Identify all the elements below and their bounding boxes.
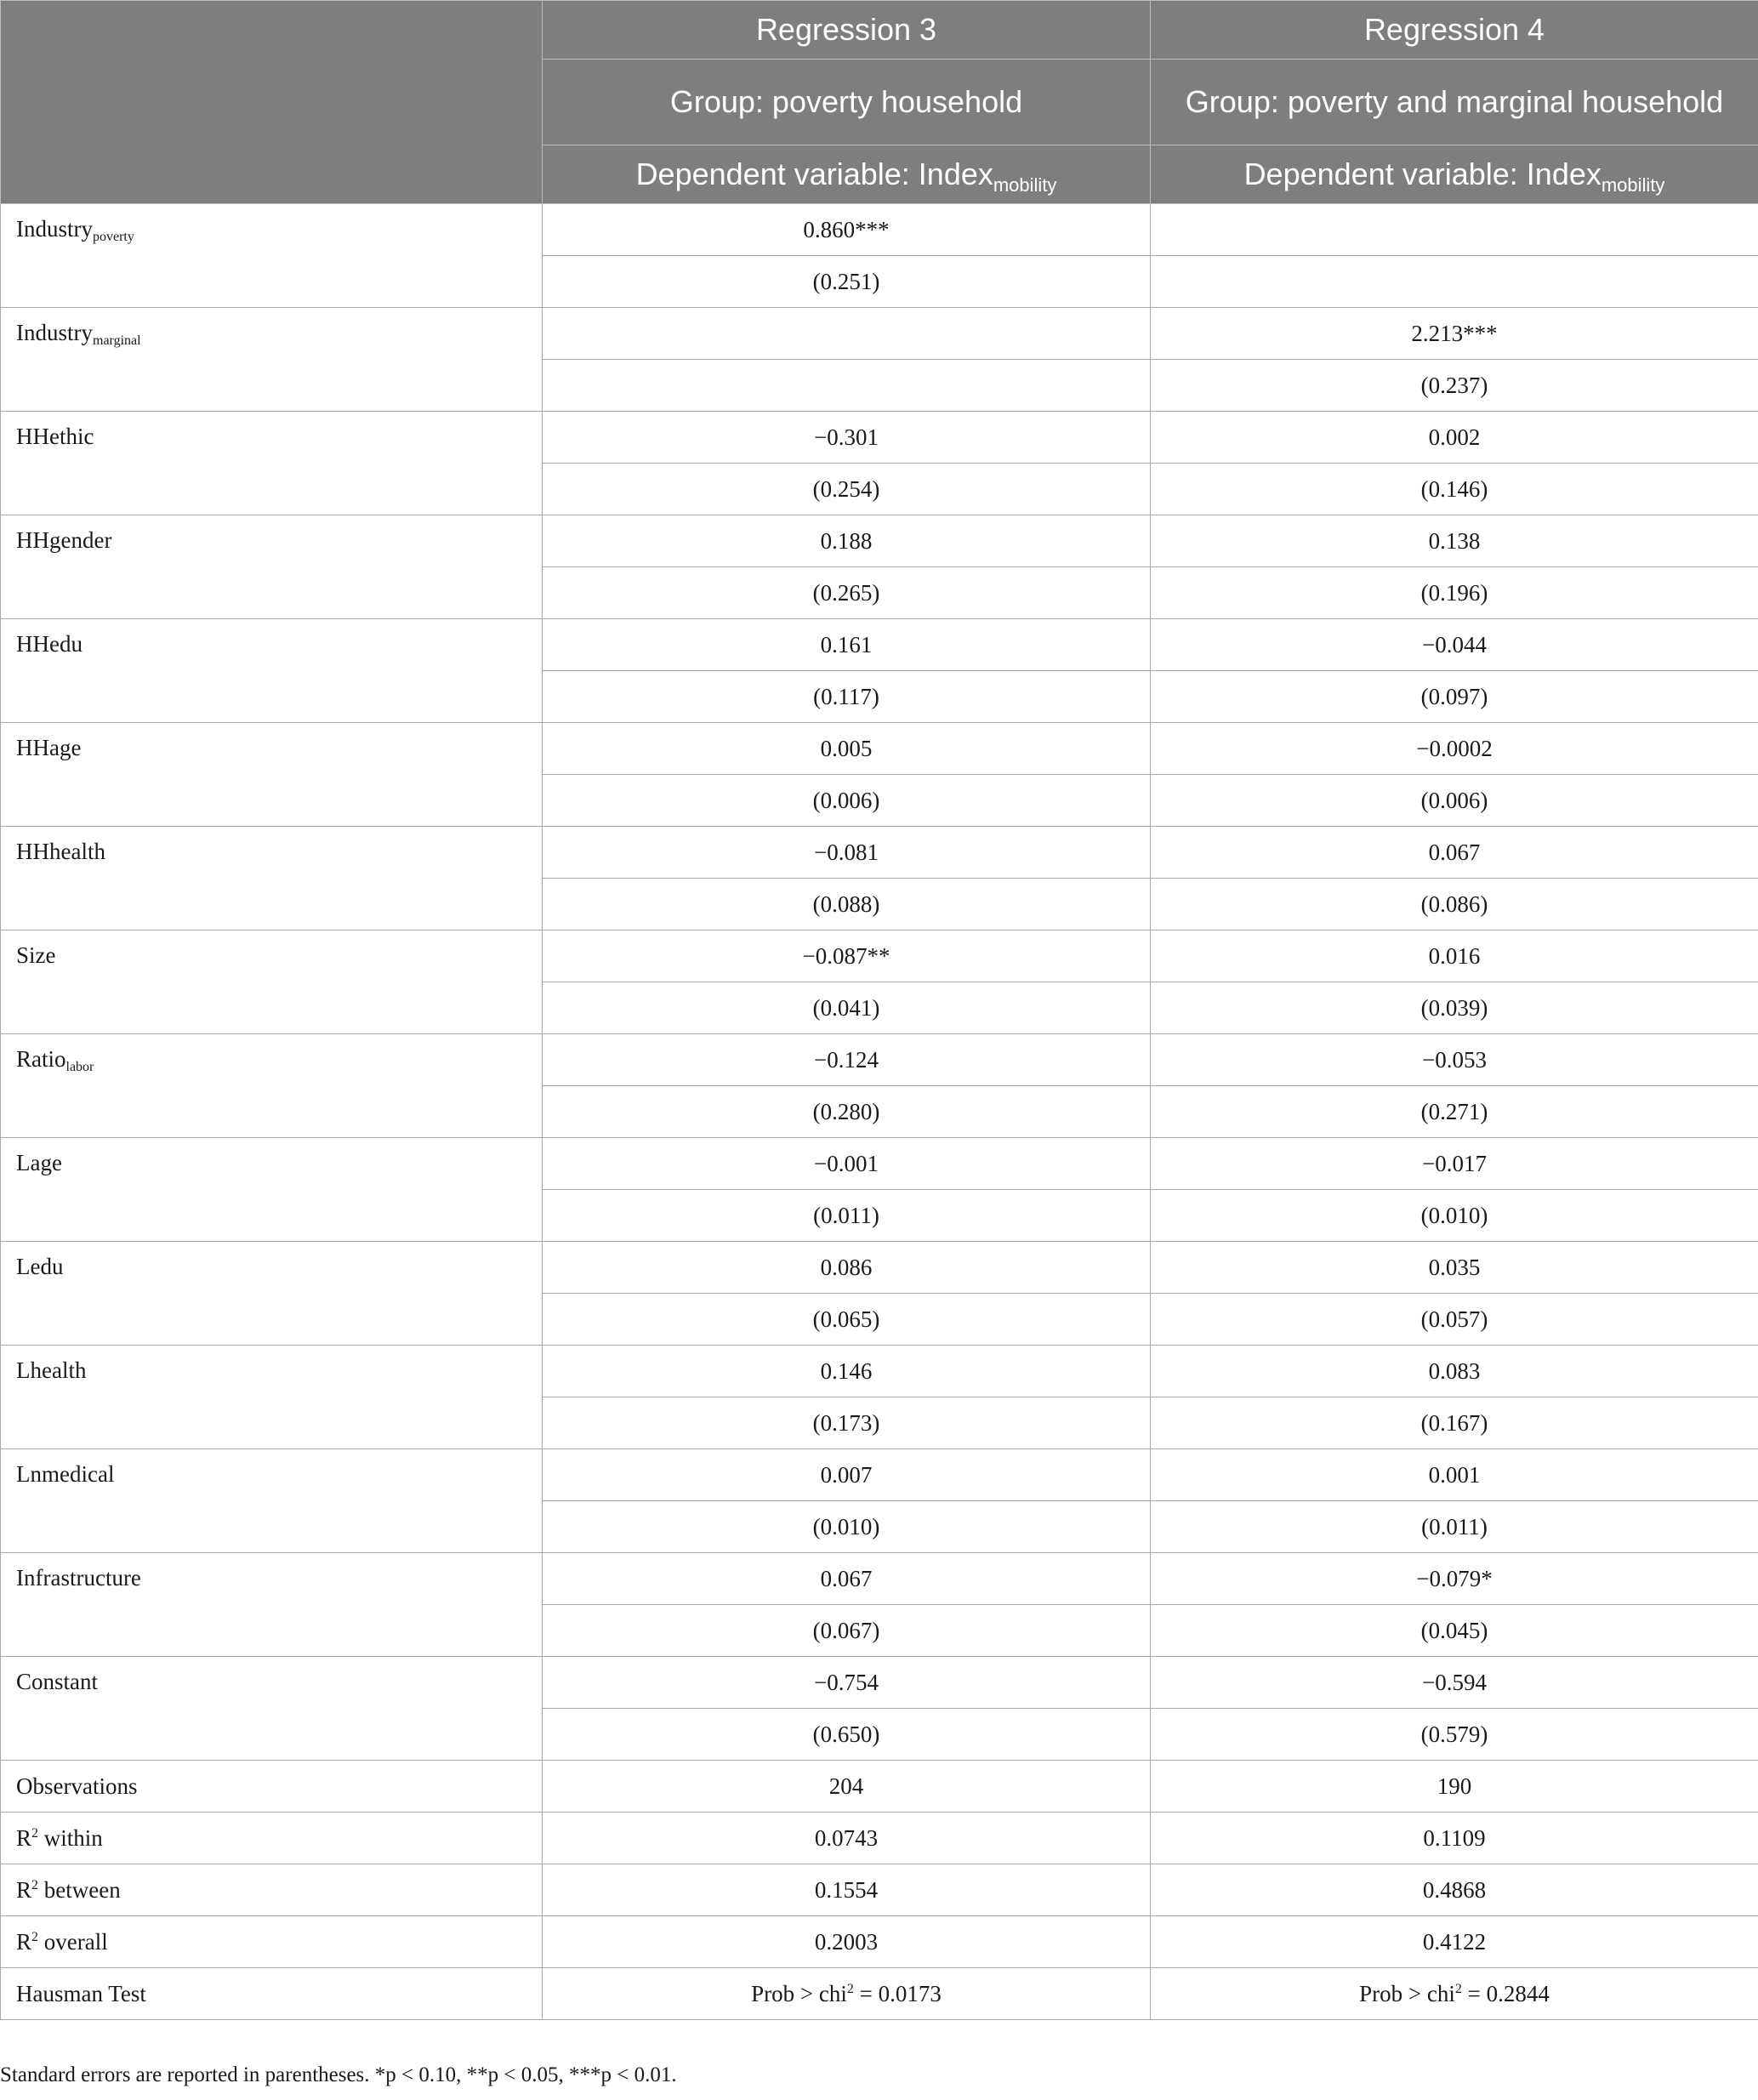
variable-label-infrastructure: Infrastructure: [1, 1553, 543, 1657]
coefficient-cell: −0.754: [543, 1657, 1151, 1709]
stat-cell: 190: [1151, 1761, 1758, 1813]
coefficient-cell: −0.017: [1151, 1138, 1758, 1190]
standard-error-cell: (0.057): [1151, 1294, 1758, 1346]
standard-error-cell: (0.088): [543, 879, 1151, 930]
standard-error-cell: (0.010): [543, 1501, 1151, 1553]
standard-error-cell: (0.237): [1151, 360, 1758, 412]
regression-4-dependent-variable: Dependent variable: Index$_{mobility}$: [1151, 145, 1758, 204]
table-row: [1, 1242, 1758, 1294]
variable-label-hhgender: HHgender: [1, 515, 543, 619]
coefficient-cell: 0.188: [543, 515, 1151, 567]
standard-error-cell: (0.117): [543, 671, 1151, 723]
variable-label-hhage: HHage: [1, 723, 543, 827]
coefficient-cell: 0.007: [543, 1449, 1151, 1501]
coefficient-cell: 0.067: [1151, 827, 1758, 879]
coefficient-cell: 0.002: [1151, 412, 1758, 464]
table-row: [1, 827, 1758, 879]
stat-label-r2-between: $R^2$ between: [1, 1864, 543, 1916]
stat-cell: 0.4122: [1151, 1916, 1758, 1968]
variable-label-constant: Constant: [1, 1657, 543, 1761]
coefficient-cell: 0.067: [543, 1553, 1151, 1605]
coefficient-cell: 0.161: [543, 619, 1151, 671]
variable-label-industry-marginal: Industry$_{marginal}$: [1, 308, 543, 412]
standard-error-cell: [1151, 256, 1758, 308]
table-row: [1, 412, 1758, 464]
coefficient-cell: −0.001: [543, 1138, 1151, 1190]
stat-cell: 0.2003: [543, 1916, 1151, 1968]
variable-label-hhhealth: HHhealth: [1, 827, 543, 930]
standard-error-cell: (0.006): [1151, 775, 1758, 827]
coefficient-cell: −0.124: [543, 1034, 1151, 1086]
standard-error-cell: (0.254): [543, 464, 1151, 515]
coefficient-cell: 0.016: [1151, 930, 1758, 982]
regression-3-dependent-variable: Dependent variable: Index$_{mobility}$: [543, 145, 1151, 204]
coefficient-cell: −0.594: [1151, 1657, 1758, 1709]
table-row: [1, 1034, 1758, 1086]
standard-error-cell: (0.041): [543, 982, 1151, 1034]
table-row: [1, 1449, 1758, 1501]
standard-error-cell: (0.011): [1151, 1501, 1758, 1553]
coefficient-cell: −0.087**: [543, 930, 1151, 982]
coefficient-cell: 0.086: [543, 1242, 1151, 1294]
table-row: [1, 515, 1758, 567]
standard-error-cell: (0.065): [543, 1294, 1151, 1346]
table-row: [1, 723, 1758, 775]
standard-error-cell: (0.280): [543, 1086, 1151, 1138]
table-row: [1, 1968, 1758, 2020]
stat-label-r2-within: $R^2$ within: [1, 1813, 543, 1864]
standard-error-cell: (0.097): [1151, 671, 1758, 723]
table-row: [1, 1138, 1758, 1190]
coefficient-cell: 0.860***: [543, 204, 1151, 256]
standard-error-cell: (0.067): [543, 1605, 1151, 1657]
variable-label-industry-poverty: Industry$_{poverty}$: [1, 204, 543, 308]
table-row: [1, 1916, 1758, 1968]
coefficient-cell: −0.053: [1151, 1034, 1758, 1086]
table-body: [1, 204, 1758, 2020]
table-row: [1, 308, 1758, 360]
standard-error-cell: (0.265): [543, 567, 1151, 619]
stat-cell: 0.1554: [543, 1864, 1151, 1916]
coefficient-cell: 0.035: [1151, 1242, 1758, 1294]
coefficient-cell: 0.001: [1151, 1449, 1758, 1501]
coefficient-cell: −0.081: [543, 827, 1151, 879]
stat-label-hausman-test: Hausman Test: [1, 1968, 543, 2020]
stat-cell-hausman-r3: Prob > chi$^2$ = 0.0173: [543, 1968, 1151, 2020]
table-row: [1, 1553, 1758, 1605]
table-footnote: Standard errors are reported in parentheses. *p < 0.10, **p < 0.05, ***p < 0.01.: [0, 2063, 677, 2086]
coefficient-cell: 0.083: [1151, 1346, 1758, 1397]
standard-error-cell: (0.006): [543, 775, 1151, 827]
coefficient-cell: 0.146: [543, 1346, 1151, 1397]
variable-label-lage: Lage: [1, 1138, 543, 1242]
regression-3-title: Regression 3: [543, 1, 1151, 60]
table-row: [1, 1864, 1758, 1916]
stat-cell: 0.4868: [1151, 1864, 1758, 1916]
table-row: [1, 1813, 1758, 1864]
coefficient-cell: −0.044: [1151, 619, 1758, 671]
table-row: [1, 930, 1758, 982]
table-row: [1, 1346, 1758, 1397]
standard-error-cell: (0.579): [1151, 1709, 1758, 1761]
table-row: [1, 1761, 1758, 1813]
standard-error-cell: (0.196): [1151, 567, 1758, 619]
table-row: [1, 619, 1758, 671]
standard-error-cell: (0.146): [1151, 464, 1758, 515]
variable-label-hhethic: HHethic: [1, 412, 543, 515]
variable-label-lhealth: Lhealth: [1, 1346, 543, 1449]
standard-error-cell: (0.039): [1151, 982, 1758, 1034]
standard-error-cell: (0.011): [543, 1190, 1151, 1242]
regression-3-group: Group: poverty household: [543, 60, 1151, 145]
coefficient-cell: −0.079*: [1151, 1553, 1758, 1605]
coefficient-cell: 0.005: [543, 723, 1151, 775]
standard-error-cell: (0.010): [1151, 1190, 1758, 1242]
stat-label-observations: Observations: [1, 1761, 543, 1813]
coefficient-cell: [1151, 204, 1758, 256]
standard-error-cell: (0.167): [1151, 1397, 1758, 1449]
table-row: [1, 204, 1758, 256]
stat-cell: 0.0743: [543, 1813, 1151, 1864]
coefficient-cell: −0.0002: [1151, 723, 1758, 775]
standard-error-cell: (0.173): [543, 1397, 1151, 1449]
standard-error-cell: (0.251): [543, 256, 1151, 308]
header-stub-cell: [1, 1, 543, 204]
variable-label-ratio-labor: Ratio$_{labor}$: [1, 1034, 543, 1138]
variable-label-ledu: Ledu: [1, 1242, 543, 1346]
coefficient-cell: [543, 308, 1151, 360]
variable-label-hhedu: HHedu: [1, 619, 543, 723]
standard-error-cell: (0.086): [1151, 879, 1758, 930]
stat-cell: 204: [543, 1761, 1151, 1813]
stat-label-r2-overall: $R^2$ overall: [1, 1916, 543, 1968]
variable-label-size: Size: [1, 930, 543, 1034]
coefficient-cell: −0.301: [543, 412, 1151, 464]
stat-cell-hausman-r4: Prob > chi$^2$ = 0.2844: [1151, 1968, 1758, 2020]
coefficient-cell: 2.213***: [1151, 308, 1758, 360]
table-header: [1, 1, 1758, 204]
table-row: [1, 1657, 1758, 1709]
standard-error-cell: (0.271): [1151, 1086, 1758, 1138]
coefficient-cell: 0.138: [1151, 515, 1758, 567]
standard-error-cell: [543, 360, 1151, 412]
standard-error-cell: (0.650): [543, 1709, 1151, 1761]
regression-4-title: Regression 4: [1151, 1, 1758, 60]
standard-error-cell: (0.045): [1151, 1605, 1758, 1657]
stat-cell: 0.1109: [1151, 1813, 1758, 1864]
regression-4-group: Group: poverty and marginal household: [1151, 60, 1758, 145]
variable-label-lnmedical: Lnmedical: [1, 1449, 543, 1553]
